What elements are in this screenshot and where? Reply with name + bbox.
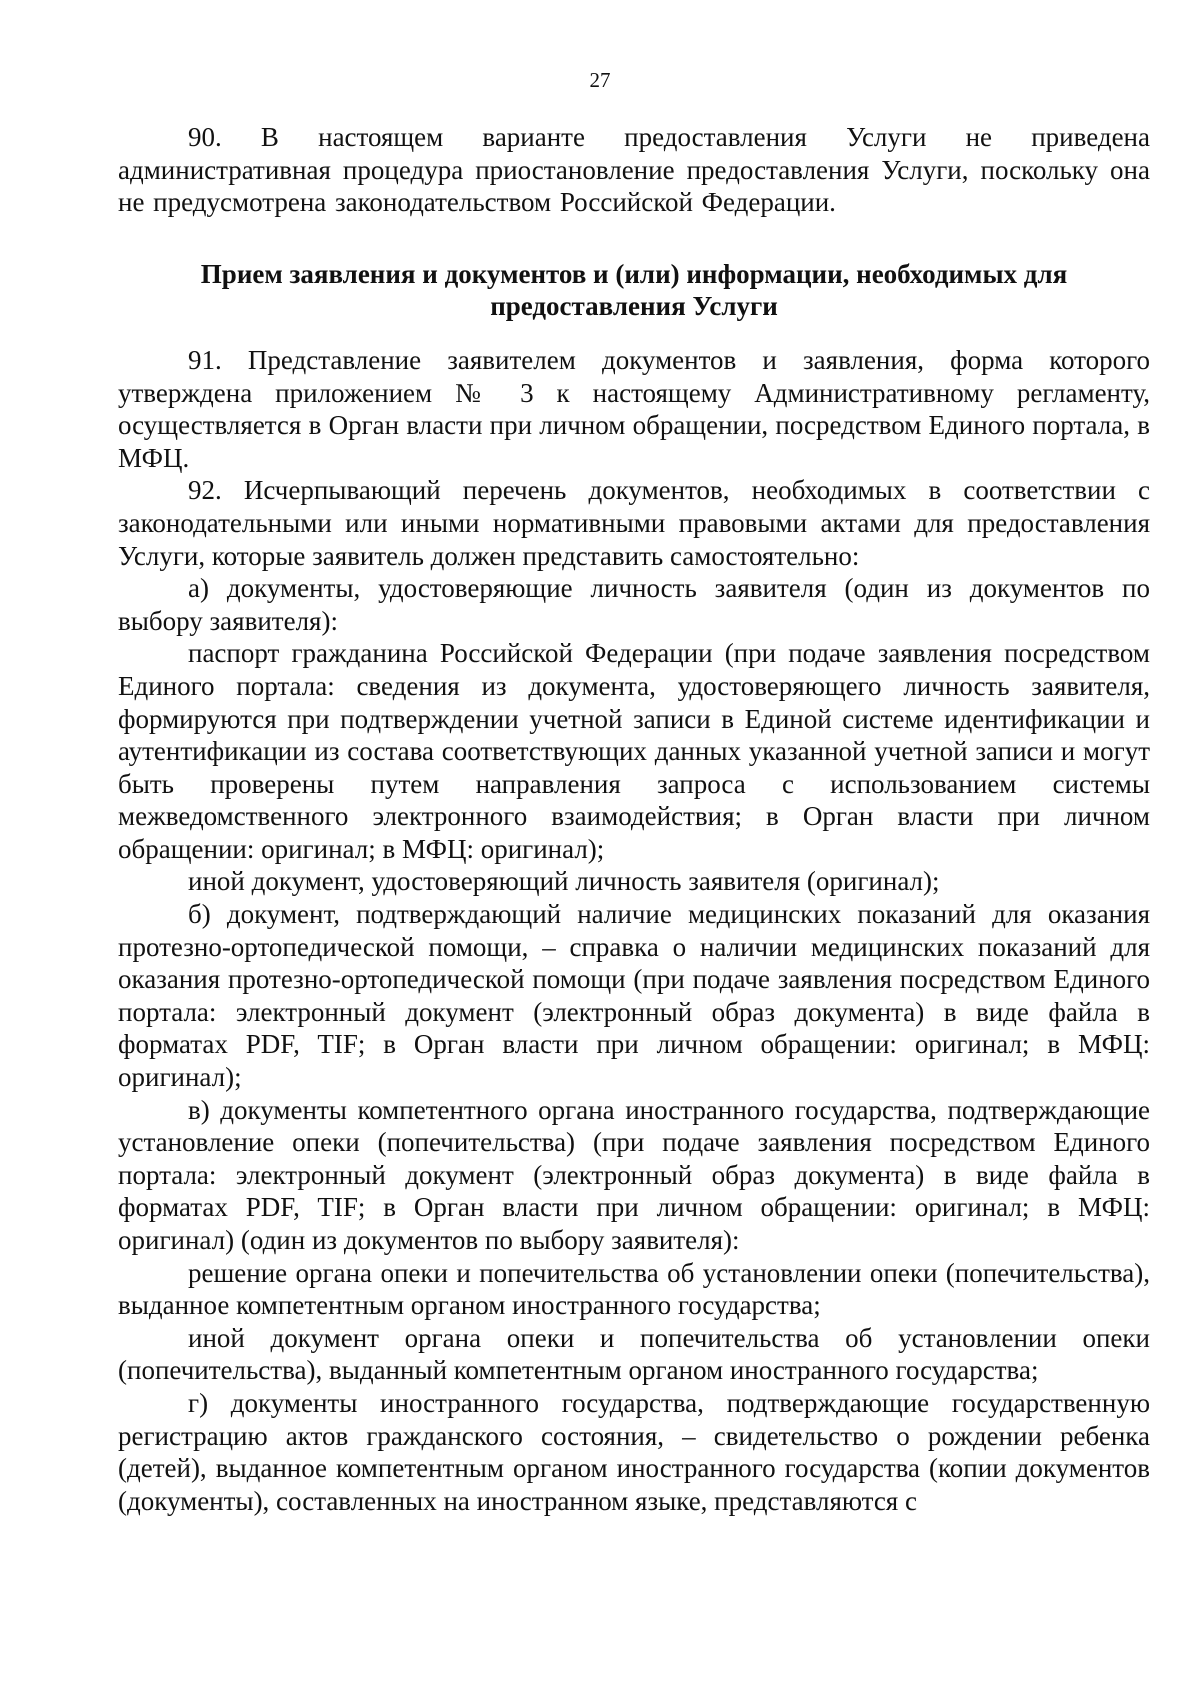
list-item-guardianship-other: иной документ органа опеки и попечительства об установлении опеки (попечительства), выданный компетентным органом иностранного государства; — [118, 1322, 1150, 1386]
list-item-v: в) документы компетентного органа иностранного государства, подтверждающие установление опеки (попечительства) (при подаче заявления посредством Единого портала: электронный документ (электронный образ документа) в виде файла в форматах PDF, TIF; в Орган власти при личном обращении: оригинал; в МФЦ: оригинал) (один из документов по выбору заявителя): — [118, 1094, 1150, 1255]
paragraph-90: 90. В настоящем варианте предоставления Услуги не приведена административная процедура приостановление предоставления Услуги, поскольку она не предусмотрена законодательством Российской Федерации. — [118, 122, 1150, 218]
list-item-guardianship-decision: решение органа опеки и попечительства об установлении опеки (попечительства), выданное компетентным органом иностранного государства; — [118, 1257, 1150, 1321]
list-item-other-id: иной документ, удостоверяющий личность заявителя (оригинал); — [188, 866, 940, 897]
page-number: 27 — [589, 68, 611, 92]
paragraph-92: 92. Исчерпывающий перечень документов, необходимых в соответствии с законодательными или иными нормативными правовыми актами для предоставления Услуги, которые заявитель должен представить самостоятельно: — [118, 475, 1150, 571]
section-heading: Прием заявления и документов и (или) информации, необходимых для предоставления Услуги — [200, 258, 1068, 322]
paragraph-91: 91. Представление заявителем документов и заявления, форма которого утверждена приложением № 3 к настоящему Административному регламенту, осуществляется в Орган власти при личном обращении, посредством Единого портала, в МФЦ. — [118, 344, 1150, 473]
list-item-g: г) документы иностранного государства, подтверждающие государственную регистрацию актов гражданского состояния, – свидетельство о рождении ребенка (детей), выданное компетентным органом иностранного государства (копии документов (документы), составленных на иностранном языке, представляются с — [118, 1387, 1150, 1516]
list-item-passport: паспорт гражданина Российской Федерации (при подаче заявления посредством Единого портала: сведения из документа, удостоверяющего личность заявителя, формируются при подтверждении учетной записи в Единой системе идентификации и аутентификации из состава соответствующих данных указанной учетной записи и могут быть проверены путем направления запроса с использованием системы межведомственного электронного взаимодействия; в Орган власти при личном обращении: оригинал; в МФЦ: оригинал); — [118, 638, 1150, 864]
document-body — [118, 121, 1150, 1517]
list-item-a: а) документы, удостоверяющие личность заявителя (один из документов по выбору заявителя): — [118, 573, 1150, 636]
list-item-b: б) документ, подтверждающий наличие медицинских показаний для оказания протезно-ортопедической помощи, – справка о наличии медицинских показаний для оказания протезно-ортопедической помощи (при подаче заявления посредством Единого портала: электронный документ (электронный образ документа) в виде файла в форматах PDF, TIF; в Орган власти при личном обращении: оригинал; в МФЦ: оригинал); — [118, 899, 1150, 1093]
